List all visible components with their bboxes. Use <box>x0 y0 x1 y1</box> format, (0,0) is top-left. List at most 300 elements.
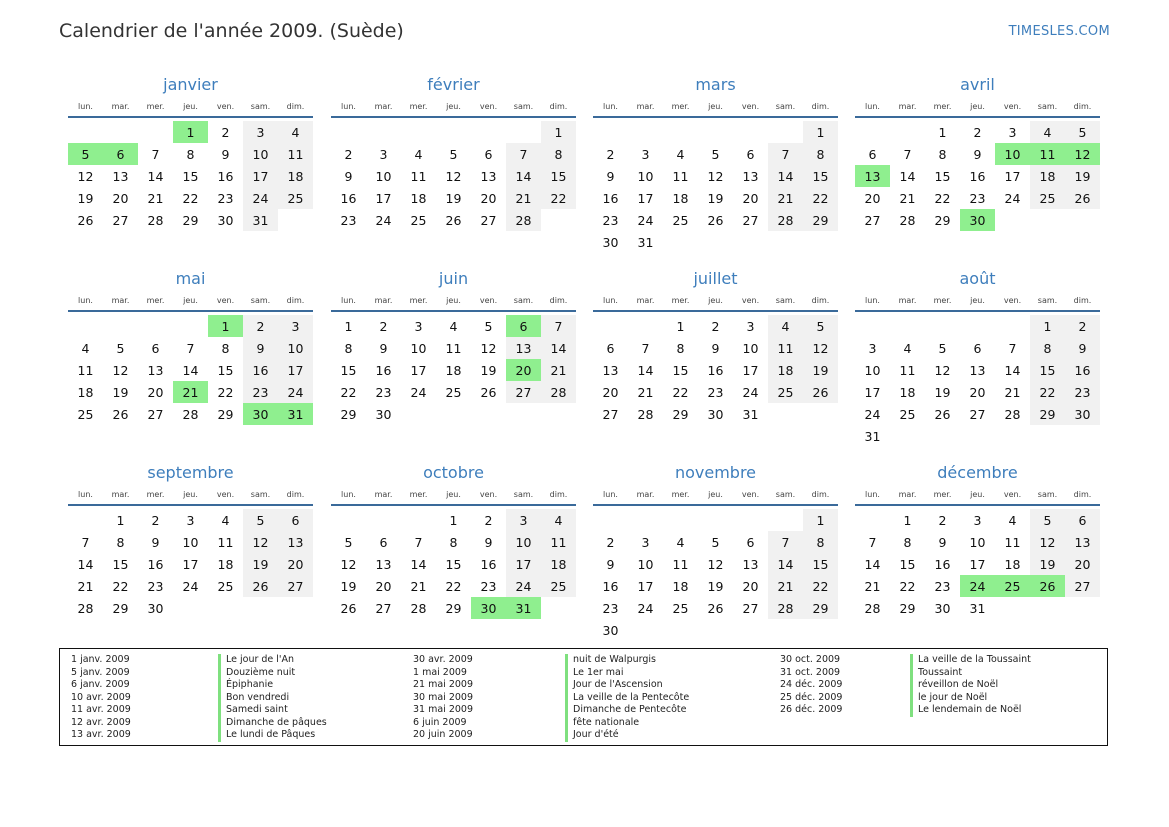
day-cell: 26 <box>112 406 129 422</box>
empty-cell <box>768 121 803 143</box>
weekday-label: sam. <box>775 490 796 499</box>
day-cell: 12 <box>340 556 357 572</box>
day-cell: 17 <box>278 359 313 381</box>
day-cell: 18 <box>217 556 234 572</box>
legend-names-column <box>218 654 327 742</box>
weekday-label: mar. <box>374 102 393 111</box>
day-cell: 25 <box>217 578 234 594</box>
day-cell: 21 <box>899 190 916 206</box>
empty-cell <box>138 315 173 337</box>
day-cell: 8 <box>186 146 195 162</box>
day-cell: 17 <box>182 556 199 572</box>
day-cell: 19 <box>77 190 94 206</box>
day-cell: 24 <box>742 384 759 400</box>
weekday-label: ven. <box>1003 490 1022 499</box>
day-cell: 2 <box>221 124 230 140</box>
day-cell: 14 <box>77 556 94 572</box>
weekday-label: ven. <box>479 296 498 305</box>
weekday-label: jeu. <box>970 296 985 305</box>
weekday-label: lun. <box>603 102 618 111</box>
day-cell: 13 <box>1065 531 1100 553</box>
day-cell: 17 <box>1004 168 1021 184</box>
weekday-label: sam. <box>513 102 534 111</box>
day-cell: 26 <box>480 384 497 400</box>
legend-date: 1 janv. 2009 <box>71 654 130 665</box>
day-cell: 28 <box>182 406 199 422</box>
day-cell: 26 <box>445 212 462 228</box>
day-cell: 4 <box>1008 512 1017 528</box>
day-cell: 5 <box>711 146 720 162</box>
day-cell: 4 <box>81 340 90 356</box>
day-cell: 6 <box>746 534 755 550</box>
day-cell: 29 <box>112 600 129 616</box>
day-cell: 4 <box>676 146 685 162</box>
day-cell: 23 <box>602 212 619 228</box>
day-cell: 28 <box>506 209 541 231</box>
day-cell: 10 <box>864 362 881 378</box>
weekday-label: mar. <box>636 296 655 305</box>
day-cell: 7 <box>151 146 160 162</box>
legend-date: 26 déc. 2009 <box>780 704 843 715</box>
weekday-label: dim. <box>811 490 830 499</box>
day-cell: 14 <box>541 337 576 359</box>
day-cell: 22 <box>672 384 689 400</box>
holiday-day-cell: 1 <box>208 315 243 337</box>
empty-cell <box>436 121 471 143</box>
day-cell: 18 <box>410 190 427 206</box>
day-cell: 2 <box>344 146 353 162</box>
day-cell: 5 <box>243 509 278 531</box>
brand-link[interactable]: TIMESLES.COM <box>1008 24 1110 39</box>
page-title: Calendrier de l'année 2009. (Suède) <box>59 20 404 42</box>
empty-cell <box>855 121 890 143</box>
empty-cell <box>331 509 366 531</box>
day-cell: 30 <box>602 234 619 250</box>
empty-cell <box>960 315 995 337</box>
day-cell: 15 <box>445 556 462 572</box>
day-cell: 2 <box>938 512 947 528</box>
legend-date: 31 oct. 2009 <box>780 666 841 678</box>
day-cell: 20 <box>742 190 759 206</box>
day-cell: 27 <box>112 212 129 228</box>
day-cell: 7 <box>506 143 541 165</box>
weekday-label: ven. <box>216 102 235 111</box>
month-7 <box>593 268 838 425</box>
empty-cell <box>366 121 401 143</box>
day-cell: 10 <box>375 168 392 184</box>
empty-cell <box>68 315 103 337</box>
weekday-label: mar. <box>636 102 655 111</box>
day-cell: 7 <box>641 340 650 356</box>
day-cell: 28 <box>768 209 803 231</box>
day-cell: 24 <box>243 187 278 209</box>
day-cell: 30 <box>147 600 164 616</box>
day-cell: 25 <box>672 600 689 616</box>
day-cell: 5 <box>803 315 838 337</box>
day-cell: 12 <box>1030 531 1065 553</box>
day-cell: 25 <box>768 381 803 403</box>
weekday-label: mar. <box>374 490 393 499</box>
weekday-label: dim. <box>549 490 568 499</box>
weekday-label: dim. <box>811 102 830 111</box>
day-cell: 26 <box>243 575 278 597</box>
day-cell: 25 <box>899 406 916 422</box>
weekday-label: dim. <box>549 296 568 305</box>
day-cell: 11 <box>410 168 427 184</box>
empty-cell <box>401 121 436 143</box>
day-cell: 29 <box>1030 403 1065 425</box>
day-cell: 6 <box>746 146 755 162</box>
weekday-header <box>68 294 313 312</box>
day-cell: 27 <box>506 381 541 403</box>
weekday-label: lun. <box>341 296 356 305</box>
day-cell: 23 <box>707 384 724 400</box>
day-cell: 18 <box>768 359 803 381</box>
day-cell: 4 <box>541 509 576 531</box>
day-cell: 6 <box>379 534 388 550</box>
day-cell: 2 <box>606 534 615 550</box>
weekday-label: dim. <box>286 296 305 305</box>
holiday-legend <box>59 648 1108 746</box>
day-cell: 18 <box>278 165 313 187</box>
weekday-header <box>855 100 1100 118</box>
day-cell: 6 <box>1065 509 1100 531</box>
day-cell: 8 <box>938 146 947 162</box>
day-cell: 28 <box>77 600 94 616</box>
day-cell: 10 <box>637 168 654 184</box>
holiday-day-cell: 10 <box>995 143 1030 165</box>
holiday-day-cell: 26 <box>1030 575 1065 597</box>
weekday-label: dim. <box>1073 296 1092 305</box>
day-cell: 23 <box>1065 381 1100 403</box>
day-cell: 10 <box>182 534 199 550</box>
day-cell: 2 <box>151 512 160 528</box>
day-cell: 5 <box>1065 121 1100 143</box>
empty-cell <box>698 121 733 143</box>
day-cell: 6 <box>484 146 493 162</box>
day-cell: 3 <box>278 315 313 337</box>
day-cell: 9 <box>711 340 720 356</box>
day-cell: 30 <box>934 600 951 616</box>
day-cell: 16 <box>602 190 619 206</box>
day-cell: 15 <box>1030 359 1065 381</box>
day-cell: 12 <box>707 556 724 572</box>
day-cell: 18 <box>77 384 94 400</box>
month-9 <box>68 462 313 619</box>
day-cell: 26 <box>934 406 951 422</box>
legend-date: 30 oct. 2009 <box>780 654 841 665</box>
day-cell: 14 <box>768 165 803 187</box>
day-cell: 4 <box>676 534 685 550</box>
weekday-label: sam. <box>775 296 796 305</box>
day-cell: 1 <box>344 318 353 334</box>
day-cell: 8 <box>116 534 125 550</box>
day-cell: 21 <box>541 359 576 381</box>
day-cell: 12 <box>445 168 462 184</box>
day-cell: 1 <box>541 121 576 143</box>
day-cell: 9 <box>973 146 982 162</box>
day-cell: 3 <box>379 146 388 162</box>
day-cell: 3 <box>641 534 650 550</box>
weekday-label: mer. <box>409 490 428 499</box>
day-cell: 27 <box>480 212 497 228</box>
day-cell: 9 <box>938 534 947 550</box>
weekday-header <box>331 488 576 506</box>
legend-holiday-name: Le lundi de Pâques <box>218 729 327 742</box>
day-cell: 11 <box>217 534 234 550</box>
day-cell: 24 <box>637 600 654 616</box>
day-cell: 19 <box>445 190 462 206</box>
weekday-label: jeu. <box>970 490 985 499</box>
empty-cell <box>366 509 401 531</box>
day-cell: 27 <box>969 406 986 422</box>
weekday-label: sam. <box>250 490 271 499</box>
legend-holiday-name: fête nationale <box>565 717 689 730</box>
day-cell: 25 <box>1030 187 1065 209</box>
weekday-label: mer. <box>409 296 428 305</box>
weekday-label: mer. <box>933 490 952 499</box>
day-cell: 22 <box>340 384 357 400</box>
empty-cell <box>593 121 628 143</box>
day-grid <box>593 121 838 253</box>
day-cell: 26 <box>1065 187 1100 209</box>
day-cell: 3 <box>641 146 650 162</box>
day-cell: 19 <box>803 359 838 381</box>
day-cell: 15 <box>112 556 129 572</box>
empty-cell <box>698 509 733 531</box>
day-cell: 20 <box>480 190 497 206</box>
weekday-label: jeu. <box>970 102 985 111</box>
day-cell: 20 <box>864 190 881 206</box>
month-name: octobre <box>423 463 484 482</box>
legend-holiday-name: Épiphanie <box>218 679 327 692</box>
legend-date: 30 mai 2009 <box>413 691 474 703</box>
day-cell: 19 <box>934 384 951 400</box>
day-cell: 7 <box>81 534 90 550</box>
holiday-day-cell: 6 <box>103 143 138 165</box>
holiday-day-cell: 1 <box>173 121 208 143</box>
month-name: août <box>959 269 996 288</box>
month-name: décembre <box>937 463 1018 482</box>
day-cell: 10 <box>243 143 278 165</box>
empty-cell <box>855 509 890 531</box>
legend-holiday-name: La veille de la Pentecôte <box>565 692 689 705</box>
legend-holiday-name: le jour de Noël <box>910 692 1031 705</box>
day-cell: 14 <box>506 165 541 187</box>
day-cell: 1 <box>676 318 685 334</box>
weekday-label: mar. <box>898 296 917 305</box>
weekday-label: lun. <box>865 296 880 305</box>
weekday-header <box>331 294 576 312</box>
weekday-label: ven. <box>216 296 235 305</box>
day-cell: 31 <box>969 600 986 616</box>
day-cell: 9 <box>243 337 278 359</box>
weekday-label: sam. <box>250 102 271 111</box>
day-cell: 11 <box>899 362 916 378</box>
day-cell: 16 <box>707 362 724 378</box>
day-cell: 5 <box>344 534 353 550</box>
month-name: juillet <box>693 269 738 288</box>
holiday-day-cell: 30 <box>471 597 506 619</box>
day-cell: 3 <box>973 512 982 528</box>
weekday-label: sam. <box>1037 296 1058 305</box>
day-cell: 10 <box>506 531 541 553</box>
holiday-day-cell: 6 <box>506 315 541 337</box>
day-cell: 6 <box>278 509 313 531</box>
day-cell: 5 <box>1030 509 1065 531</box>
day-grid <box>855 315 1100 447</box>
month-11 <box>593 462 838 641</box>
day-cell: 28 <box>864 600 881 616</box>
day-cell: 10 <box>410 340 427 356</box>
legend-dates-column <box>780 654 842 717</box>
day-cell: 20 <box>742 578 759 594</box>
weekday-label: ven. <box>741 490 760 499</box>
empty-cell <box>593 509 628 531</box>
day-cell: 20 <box>147 384 164 400</box>
day-cell: 4 <box>449 318 458 334</box>
day-grid <box>331 509 576 619</box>
day-cell: 13 <box>506 337 541 359</box>
day-cell: 8 <box>903 534 912 550</box>
day-cell: 9 <box>484 534 493 550</box>
day-grid <box>68 121 313 231</box>
month-name: février <box>427 75 480 94</box>
weekday-label: sam. <box>1037 102 1058 111</box>
legend-holiday-name: réveillon de Noël <box>910 679 1031 692</box>
legend-date: 6 juin 2009 <box>413 716 467 728</box>
day-cell: 19 <box>340 578 357 594</box>
month-name: mai <box>175 269 206 288</box>
day-cell: 22 <box>803 187 838 209</box>
holiday-day-cell: 20 <box>506 359 541 381</box>
holiday-day-cell: 30 <box>960 209 995 231</box>
day-cell: 1 <box>803 509 838 531</box>
day-cell: 4 <box>414 146 423 162</box>
weekday-label: ven. <box>1003 296 1022 305</box>
month-name: mars <box>695 75 736 94</box>
day-cell: 16 <box>217 168 234 184</box>
day-cell: 1 <box>903 512 912 528</box>
day-cell: 1 <box>449 512 458 528</box>
day-cell: 2 <box>711 318 720 334</box>
day-cell: 7 <box>414 534 423 550</box>
day-cell: 7 <box>868 534 877 550</box>
day-cell: 18 <box>1030 165 1065 187</box>
day-cell: 3 <box>506 509 541 531</box>
empty-cell <box>103 315 138 337</box>
day-cell: 11 <box>541 531 576 553</box>
weekday-label: ven. <box>741 296 760 305</box>
day-cell: 16 <box>1065 359 1100 381</box>
empty-cell <box>890 121 925 143</box>
weekday-label: mar. <box>111 296 130 305</box>
day-cell: 9 <box>151 534 160 550</box>
day-cell: 28 <box>410 600 427 616</box>
day-cell: 22 <box>541 187 576 209</box>
day-cell: 15 <box>899 556 916 572</box>
day-cell: 30 <box>707 406 724 422</box>
day-cell: 17 <box>506 553 541 575</box>
day-cell: 25 <box>672 212 689 228</box>
day-cell: 22 <box>182 190 199 206</box>
day-cell: 27 <box>602 406 619 422</box>
weekday-label: dim. <box>286 102 305 111</box>
weekday-label: ven. <box>1003 102 1022 111</box>
empty-cell <box>628 315 663 337</box>
day-grid <box>593 509 838 641</box>
day-cell: 10 <box>637 556 654 572</box>
day-grid <box>68 315 313 425</box>
day-cell: 20 <box>278 553 313 575</box>
day-cell: 23 <box>243 381 278 403</box>
weekday-label: jeu. <box>446 296 461 305</box>
day-cell: 9 <box>344 168 353 184</box>
day-cell: 8 <box>541 143 576 165</box>
weekday-label: dim. <box>286 490 305 499</box>
day-cell: 13 <box>969 362 986 378</box>
day-cell: 20 <box>602 384 619 400</box>
day-cell: 15 <box>934 168 951 184</box>
day-cell: 22 <box>1030 381 1065 403</box>
day-cell: 13 <box>375 556 392 572</box>
day-cell: 21 <box>147 190 164 206</box>
weekday-label: jeu. <box>708 296 723 305</box>
day-cell: 26 <box>803 381 838 403</box>
day-cell: 24 <box>506 575 541 597</box>
day-cell: 6 <box>868 146 877 162</box>
day-cell: 18 <box>445 362 462 378</box>
weekday-label: mar. <box>898 490 917 499</box>
day-cell: 24 <box>637 212 654 228</box>
day-cell: 13 <box>147 362 164 378</box>
day-cell: 2 <box>484 512 493 528</box>
day-cell: 3 <box>868 340 877 356</box>
legend-date: 12 avr. 2009 <box>71 716 131 728</box>
day-cell: 7 <box>186 340 195 356</box>
day-cell: 12 <box>707 168 724 184</box>
legend-holiday-name: Toussaint <box>910 667 1031 680</box>
weekday-label: sam. <box>775 102 796 111</box>
day-cell: 12 <box>112 362 129 378</box>
weekday-label: lun. <box>603 490 618 499</box>
weekday-label: jeu. <box>708 102 723 111</box>
day-cell: 5 <box>484 318 493 334</box>
day-cell: 13 <box>742 556 759 572</box>
empty-cell <box>733 509 768 531</box>
day-cell: 17 <box>410 362 427 378</box>
holiday-day-cell: 5 <box>68 143 103 165</box>
empty-cell <box>401 509 436 531</box>
day-cell: 24 <box>864 406 881 422</box>
day-cell: 17 <box>969 556 986 572</box>
day-cell: 29 <box>217 406 234 422</box>
month-name: juin <box>438 269 469 288</box>
weekday-label: sam. <box>1037 490 1058 499</box>
holiday-day-cell: 24 <box>960 575 995 597</box>
weekday-label: sam. <box>513 490 534 499</box>
empty-cell <box>138 121 173 143</box>
day-cell: 11 <box>77 362 94 378</box>
day-cell: 4 <box>768 315 803 337</box>
day-cell: 9 <box>606 556 615 572</box>
day-cell: 14 <box>1004 362 1021 378</box>
day-cell: 14 <box>410 556 427 572</box>
day-cell: 4 <box>1030 121 1065 143</box>
empty-cell <box>173 315 208 337</box>
day-cell: 16 <box>375 362 392 378</box>
day-cell: 13 <box>742 168 759 184</box>
